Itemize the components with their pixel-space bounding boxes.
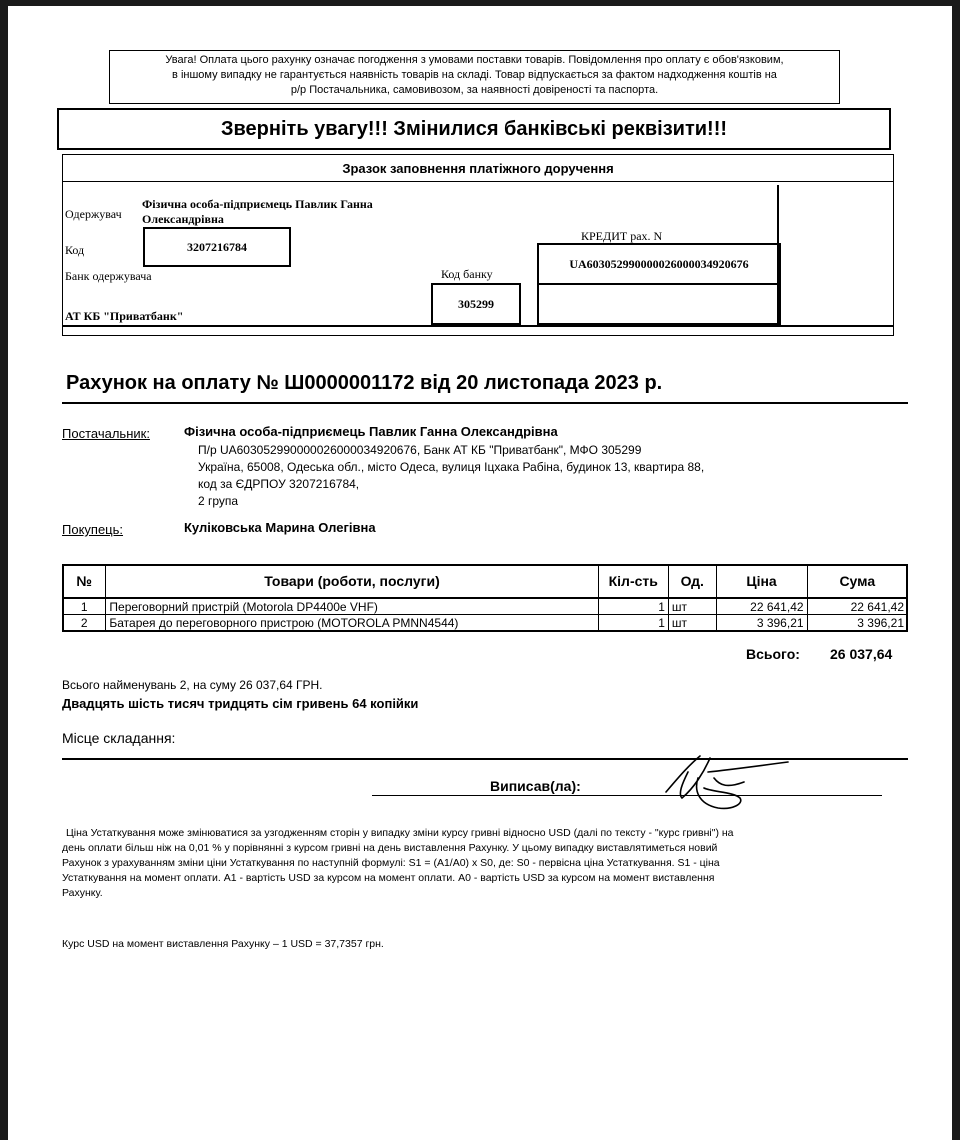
row-price: 3 396,21: [716, 615, 807, 631]
title-rule: [62, 402, 908, 404]
header-sum: Сума: [807, 565, 907, 599]
buyer-label: Покупець:: [62, 522, 124, 537]
buyer-name: Куліковська Марина Олегівна: [184, 520, 376, 535]
supplier-tax-group: 2 група: [198, 494, 239, 508]
header-goods: Товари (роботи, послуги): [106, 565, 598, 599]
row-quantity: 1: [598, 615, 668, 631]
payment-notice: [109, 50, 840, 104]
items-table: [62, 564, 908, 631]
bank-label: Банк одержувача: [65, 269, 152, 283]
invoice-title: Рахунок на оплату № Ш0000001172 від 20 листопада 2023 р.: [66, 372, 663, 394]
summary-in-words: Двадцять шість тисяч тридцять сім гривень 64 копійки: [62, 696, 419, 711]
sample-bottom-rule: [63, 325, 893, 327]
supplier-name: Фізична особа-підприємець Павлик Ганна Олександрівна: [184, 424, 558, 439]
header-unit: Од.: [668, 565, 716, 599]
note-line-4: Устаткування на момент оплати. А1 - вартість USD за курсом на момент оплати. А0 - вартість USD за курсом на момент виставлення: [62, 872, 715, 884]
notice-line-1: Увага! Оплата цього рахунку означає погодження з умовами поставки товарів. Повідомлення про оплату є обов'язковим,: [165, 54, 784, 66]
row-quantity: 1: [598, 598, 668, 615]
bank-code-value: 305299: [431, 283, 521, 325]
notice-line-2: в іншому випадку не гарантується наявність товарів на складі. Товар відпускається за фактом надходження коштів на: [172, 69, 777, 81]
row-sum: 3 396,21: [807, 615, 907, 631]
row-goods: Батарея до переговорного пристрою (MOTOROLA PMNN4544): [106, 615, 598, 631]
table-row: [63, 598, 908, 615]
recipient-name: [142, 197, 373, 227]
total-label: Всього:: [746, 646, 800, 662]
notice-line-3: р/р Постачальника, самовивозом, за наявності довіреності та паспорта.: [290, 84, 659, 96]
signature-line: [372, 795, 882, 796]
row-unit: шт: [668, 615, 716, 631]
invoice-sheet: [8, 6, 952, 1140]
bank-value: АТ КБ "Приватбанк": [65, 309, 184, 323]
summary-line: Всього найменувань 2, на суму 26 037,64 ГРН.: [62, 678, 323, 692]
recipient-label: Одержувач: [65, 207, 122, 221]
row-unit: шт: [668, 598, 716, 615]
credit-account-value: UA603052990000026000034920676: [537, 243, 781, 285]
total-value: 26 037,64: [830, 646, 893, 662]
note-line-5: Рахунку.: [62, 887, 103, 899]
supplier-account: П/р UA603052990000026000034920676, Банк АТ КБ "Приватбанк", МФО 305299: [198, 443, 642, 457]
supplier-address: Україна, 65008, Одеська обл., місто Одеса, вулиця Іцхака Рабіна, будинок 13, квартира 88,: [198, 460, 705, 474]
payment-sample-box: [62, 154, 894, 336]
table-header-row: [63, 565, 908, 599]
supplier-label: Постачальник:: [62, 426, 150, 441]
bank-code-label: Код банку: [441, 267, 493, 281]
credit-vertical-rule: [777, 185, 779, 325]
code-value: 3207216784: [143, 227, 291, 267]
note-line-2: день оплати більш ніж на 0,01 % у порівнянні з курсом гривні на день виставлення Рахунку. У цьому випадку виставлятиметься новий: [62, 842, 718, 854]
code-label: Код: [65, 243, 85, 257]
header-quantity: Кіл-сть: [598, 565, 668, 599]
row-price: 22 641,42: [716, 598, 807, 615]
row-sum: 22 641,42: [807, 598, 907, 615]
row-number: 2: [63, 615, 106, 631]
price-change-note: [62, 826, 734, 901]
table-row: [63, 615, 908, 631]
recipient-name-line-2: Олександрівна: [142, 212, 224, 226]
payment-sample-title: Зразок заповнення платіжного доручення: [342, 161, 614, 176]
usd-rate-line: Курс USD на момент виставлення Рахунку – 1 USD = 37,7357 грн.: [62, 938, 384, 950]
signature-icon: [648, 748, 798, 818]
header-number: №: [63, 565, 106, 599]
sample-title-divider: [63, 181, 893, 182]
row-number: 1: [63, 598, 106, 615]
row-goods: Переговорний пристрій (Motorola DP4400e VHF): [106, 598, 598, 615]
supplier-details: [198, 442, 704, 510]
header-price: Ціна: [716, 565, 807, 599]
bank-details-warning: Зверніть увагу!!! Змінилися банківські реквізити!!!: [57, 108, 891, 150]
credit-empty-box: [537, 283, 781, 325]
issued-by-label: Виписав(ла):: [490, 778, 581, 794]
supplier-edrpou: код за ЄДРПОУ 3207216784,: [198, 477, 360, 491]
credit-account-label: КРЕДИТ рах. N: [581, 229, 663, 243]
place-of-issue-label: Місце складання:: [62, 730, 176, 746]
recipient-name-line-1: Фізична особа-підприємець Павлик Ганна: [142, 197, 373, 211]
note-line-3: Рахунок з урахуванням зміни ціни Устаткування по наступній формулі: S1 = (A1/A0) x S0, де: S0 - первісна ціна Устаткування. S1 - ціна: [62, 857, 720, 869]
note-line-1: Ціна Устаткування може змінюватися за узгодженням сторін у випадку зміни курсу гривні відносно USD (далі по тексту - "курс гривні") на: [66, 827, 734, 839]
